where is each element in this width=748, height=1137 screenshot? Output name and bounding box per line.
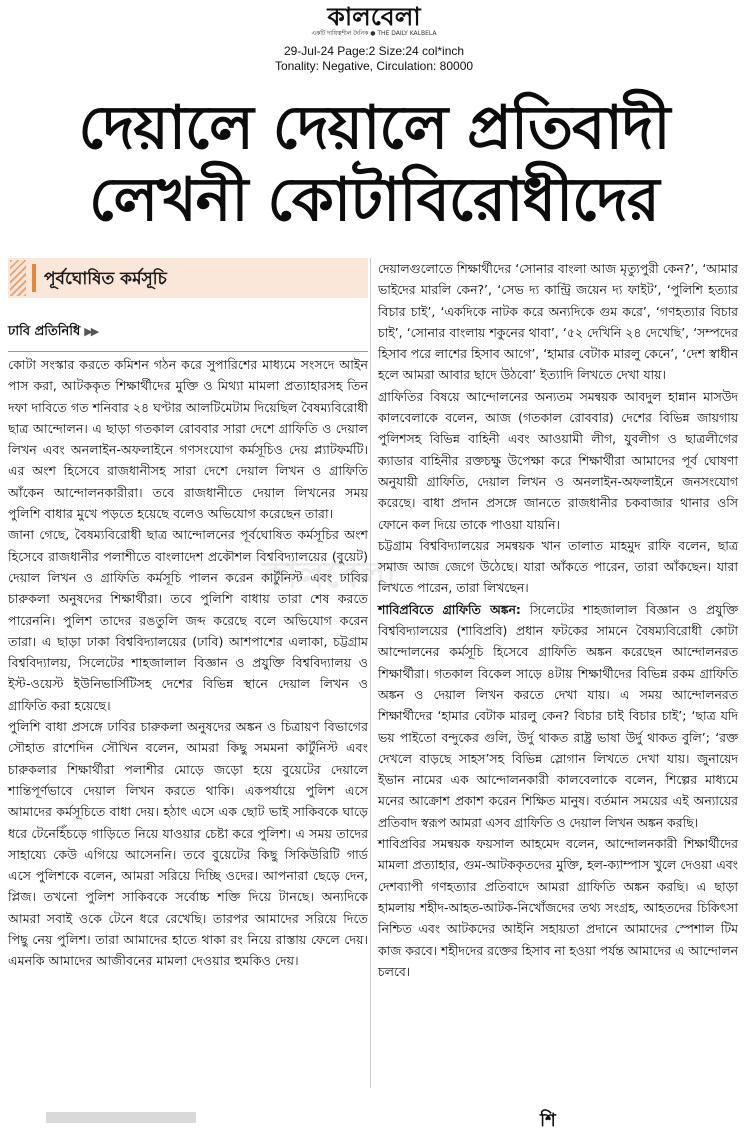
article-headline: [0, 92, 748, 236]
byline-text: ঢাবি প্রতিনিধি: [8, 324, 81, 339]
article-paragraph: কোটা সংস্কার করতে কমিশন গঠন করে সুপারিশের মাধ্যমে সংসদে আইন পাস করা, আটককৃত শিক্ষার্থীদের মুক্তি ও মিথ্যা মামলা প্রত্যাহারসহ তিন দফা দাবিতে গত শনিবার ২৪ ঘণ্টার আলটিমেটাম দিয়েছিল বৈষম্যবিরোধী ছাত্র আন্দোলন। এ ছাড়া গতকাল রোববার সারা দেশে গ্রাফিতি ও দেয়াল লিখন এবং অনলাইন-অফলাইনে গণসংযোগ কর্মসূচিও দেয় প্ল্যাটফর্মটি। এর অংশ হিসেবে রাজধানীসহ সারা দেশে দেয়াল লিখন ও গ্রাফিতি আঁকেন আন্দোলনকারীরা। তবে রাজধানীতে দেয়াল লিখনের সময় পুলিশি বাধার মুখে পড়তে হয়েছে বলেও অভিযোগ করেছেন তারা।: [8, 357, 368, 522]
banner-label: পূর্বঘোষিত কর্মসূচি: [44, 269, 167, 289]
column-divider: [370, 258, 371, 1088]
article-column-left: [8, 258, 368, 972]
byline: [8, 322, 368, 343]
masthead: [0, 3, 748, 74]
article-column-right: [378, 258, 738, 982]
headline-line-2: লেখনী কোটাবিরোধীদের: [89, 165, 659, 235]
banner-hatch-decoration: [10, 260, 26, 296]
clipping-meta-tonality: Tonality: Negative, Circulation: 80000: [274, 59, 474, 73]
article-paragraph: জানা গেছে, বৈষম্যবিরোধী ছাত্র আন্দোলনের পূর্বঘোষিত কর্মসূচির অংশ হিসেবে রাজধানীর পলাশীতে বাংলাদেশ প্রকৌশল বিশ্ববিদ্যালয়ের (বুয়েট) দেয়াল লিখন ও গ্রাফিতি কর্মসূচি পালন করেন কার্টুনিস্ট এবং ঢাবির চারুকলা অনুষদের শিক্ষার্থীরা। তবে পুলিশি বাধায় তারা শেষ করতে পারেননি। পুলিশ তাদের রঙতুলি জব্দ করেছে বলে অভিযোগ করেন তারা। এ ছাড়া ঢাকা বিশ্ববিদ্যালয়ের (ঢাবি) আশপাশের এলাকা, চট্টগ্রাম বিশ্ববিদ্যালয়, সিলেটের শাহজালাল বিজ্ঞান ও প্রযুক্তি বিশ্ববিদ্যালয় ও ইস্ট-ওয়েস্ট ইউনিভার্সিটিসহ দেশের বিভিন্ন স্থানে দেয়াল লিখন ও গ্রাফিতি করা হয়েছে।: [8, 527, 368, 713]
article-paragraph: চট্টগ্রাম বিশ্ববিদ্যালয়ের সমন্বয়ক খান তালাত মাহমুদ রাফি বলেন, ছাত্র সমাজ আজ জেগে উঠেছে। যারা আঁকতে পারেন, তারা আঁকছেন। যারা লিখতে পারেন, তারা লিখছেন।: [378, 537, 738, 596]
sub-paragraph-text: সিলেটের শাহজালাল বিজ্ঞান ও প্রযুক্তি বিশ্ববিদ্যালয়ের (শাবিপ্রবি) প্রধান ফটকের সামনে বৈষম্যবিরোধী কোটা আন্দোলনের কর্মসূচি হিসেবে গ্রাফিতি অঙ্কন করেছেন আন্দোলনরত শিক্ষার্থীরা। গতকাল বিকেল সাড়ে ৪টায় শিক্ষার্থীদের বিভিন্ন রকম গ্রাফিতি অঙ্কন ও দেয়াল লিখন করতে দেখা যায়। এ সময় আন্দোলনরত শিক্ষার্থীদের ‘হামার বেটাক মারলু কেন? বিচার চাই বিচার চাই’; ‘ছাত্র যদি ভয় পাইতো বন্দুকের গুলি, উর্দু থাকত রাষ্ট্র ভাষা উর্দু থাকত বুলি’; ‘রক্ত দেখলে বাড়ছে সাহস’সহ বিভিন্ন স্লোগান লিখতে দেখা যায়। জুনায়েদ ইভান নামের এক আন্দোলনকারী কালবেলাকে বলেন, শিল্পের মাধ্যমে মনের আক্রোশ প্রকাশ করেন শিক্ষিত মানুষ। বর্তমান সময়ের এই অন্যায়ের প্রতিবাদ স্বরূপ আমরা এসব গ্রাফিতি ও দেয়াল লিখন অঙ্কন করছি।: [378, 601, 738, 830]
next-article-image-fragment: [46, 1112, 196, 1123]
article-paragraph: শাবিপ্রবির সমন্বয়ক ফয়সাল আহমেদ বলেন, আন্দোলনকারী শিক্ষার্থীদের মামলা প্রত্যাহার, গুম-আটককৃতদের মুক্তি, হল-ক্যাম্পাস খুলে দেওয়া এবং দেশব্যাপী গণহত্যার প্রতিবাদে আমরা গ্রাফিতি অঙ্কন করছি। এ ছাড়া হামলায় শহীদ-আহত-আটক-নিখোঁজদের তথ্য সংগ্রহ, আহতদের চিকিৎসা নিশ্চিত এবং আটকদের আইনি সহায়তা প্রদানে আমাদের স্পেশাল টিম কাজ করবে। শহীদদের রক্তের হিসাব না হওয়া পর্যন্ত আমাদের এ আন্দোলন চলবে।: [378, 836, 738, 979]
headline-line-1: দেয়ালে দেয়ালে প্রতিবাদী: [78, 93, 670, 163]
banner-accent-bar: [32, 264, 36, 292]
section-banner: [8, 258, 368, 298]
newspaper-logo: কালবেলা: [327, 2, 421, 31]
sub-heading: শাবিপ্রবিতে গ্রাফিতি অঙ্কন:: [378, 601, 521, 617]
next-article-text-fragment: শি: [540, 1110, 556, 1131]
newspaper-tagline: একটি দায়িত্বশীল দৈনিক ● THE DAILY KALBELA: [311, 30, 437, 37]
article-paragraph: গ্রাফিতির বিষয়ে আন্দোলনের অন্যতম সমন্বয়ক আবদুল হান্নান মাসউদ কালবেলাকে বলেন, আজ (গতকাল রোববার) দেশের বিভিন্ন জায়গায় পুলিশসহ বিভিন্ন বাহিনী এবং আওয়ামী লীগ, যুবলীগ ও ছাত্রলীগের ক্যাডার বাহিনীর রক্তচক্ষু উপেক্ষা করে শিক্ষার্থীরা আমাদের পূর্ব ঘোষণা অনুযায়ী গ্রাফিতি, দেয়াল লিখন ও অনলাইন-অফলাইনে জনসংযোগ করেছে। বাধা প্রদান প্রসঙ্গে জানতে রাজধানীর চকবাজার থানার ওসি ফোনে কল দিয়ে তাকে পাওয়া যায়নি।: [378, 388, 738, 532]
article-paragraph: পুলিশি বাধা প্রসঙ্গে ঢাবির চারুকলা অনুষদের অঙ্কন ও চিত্রায়ণ বিভাগের সৌহাত রাশেদিন সৌখিন বলেন, আমরা কিছু সমমনা কার্টুনিস্ট এবং চারুকলার শিক্ষার্থীরা পলাশীর মোড়ে জড়ো হয়ে বুয়েটের দেয়ালে শান্তিপূর্ণভাবে দেয়াল লিখন করতে থাকি। একপর্যায়ে পুলিশ এসে আমাদের কর্মসূচিতে বাধা দেয়। হঠাৎ এসে এক ছোট ভাই সাকিবকে ঘাড়ে ধরে টেনেহিঁচড়ে গাড়িতে নিয়ে যাওয়ার চেষ্টা করে পুলিশ। এ সময় তাদের সাহায্যে কেউ এগিয়ে আসেননি। তবে বুয়েটের কিছু সিকিউরিটি গার্ড এসে পুলিশকে বলেন, আমরা সরিয়ে দিচ্ছি ওদের। আপনারা ছেড়ে দেন, প্লিজ। তখনো পুলিশ সাকিবকে সর্বোচ্চ শক্তি দিয়ে টানছে। অন্যদিকে আমরা সবাই ওকে টেনে ধরে রেখেছি। তারপর আমাদের সরিয়ে দিতে পিছু নেয় পুলিশ। তারা আমাদের হাতে থাকা রং নিয়ে রাস্তায় ফেলে দেয়। এমনকি আমাদের আজীবনের মামলা দেওয়ার হুমকিও দেয়।: [8, 719, 368, 969]
byline-rule: [8, 351, 368, 352]
article-paragraph: দেয়ালগুলোতে শিক্ষার্থীদের ‘সোনার বাংলা আজ মৃত্যুপুরী কেন?’, ‘আমার ভাইদের মারলি কেন?’, ‘সেভ দ্য কান্ট্রি জয়েন দ্য ফাইট’, ‘পুলিশি হত্যার বিচার চাই’, ‘একদিকে নাটক করে অন্যদিকে গুম করে’, ‘গণহত্যার বিচার চাই’, ‘সোনার বাংলায় শকুনের থাবা’, ‘৫২ দেখিনি ২৪ দেখেছি’, ‘সম্পদের হিসাব পরে লাশের হিসাব আগে’, ‘হামার বেটাক মারলু কেনে’, ‘দেশ স্বাধীন হলে আমরা আবার ছাদে উঠবো’ ইত্যাদি লিখতে দেখা যায়।: [378, 261, 738, 383]
clipping-meta-size: 29-Jul-24 Page:2 Size:24 col*inch: [283, 44, 465, 58]
watermark: কালবেলা: [262, 555, 397, 596]
article-paragraph-subsection: [378, 599, 738, 833]
byline-arrow-icon: ▶▶: [84, 325, 98, 338]
